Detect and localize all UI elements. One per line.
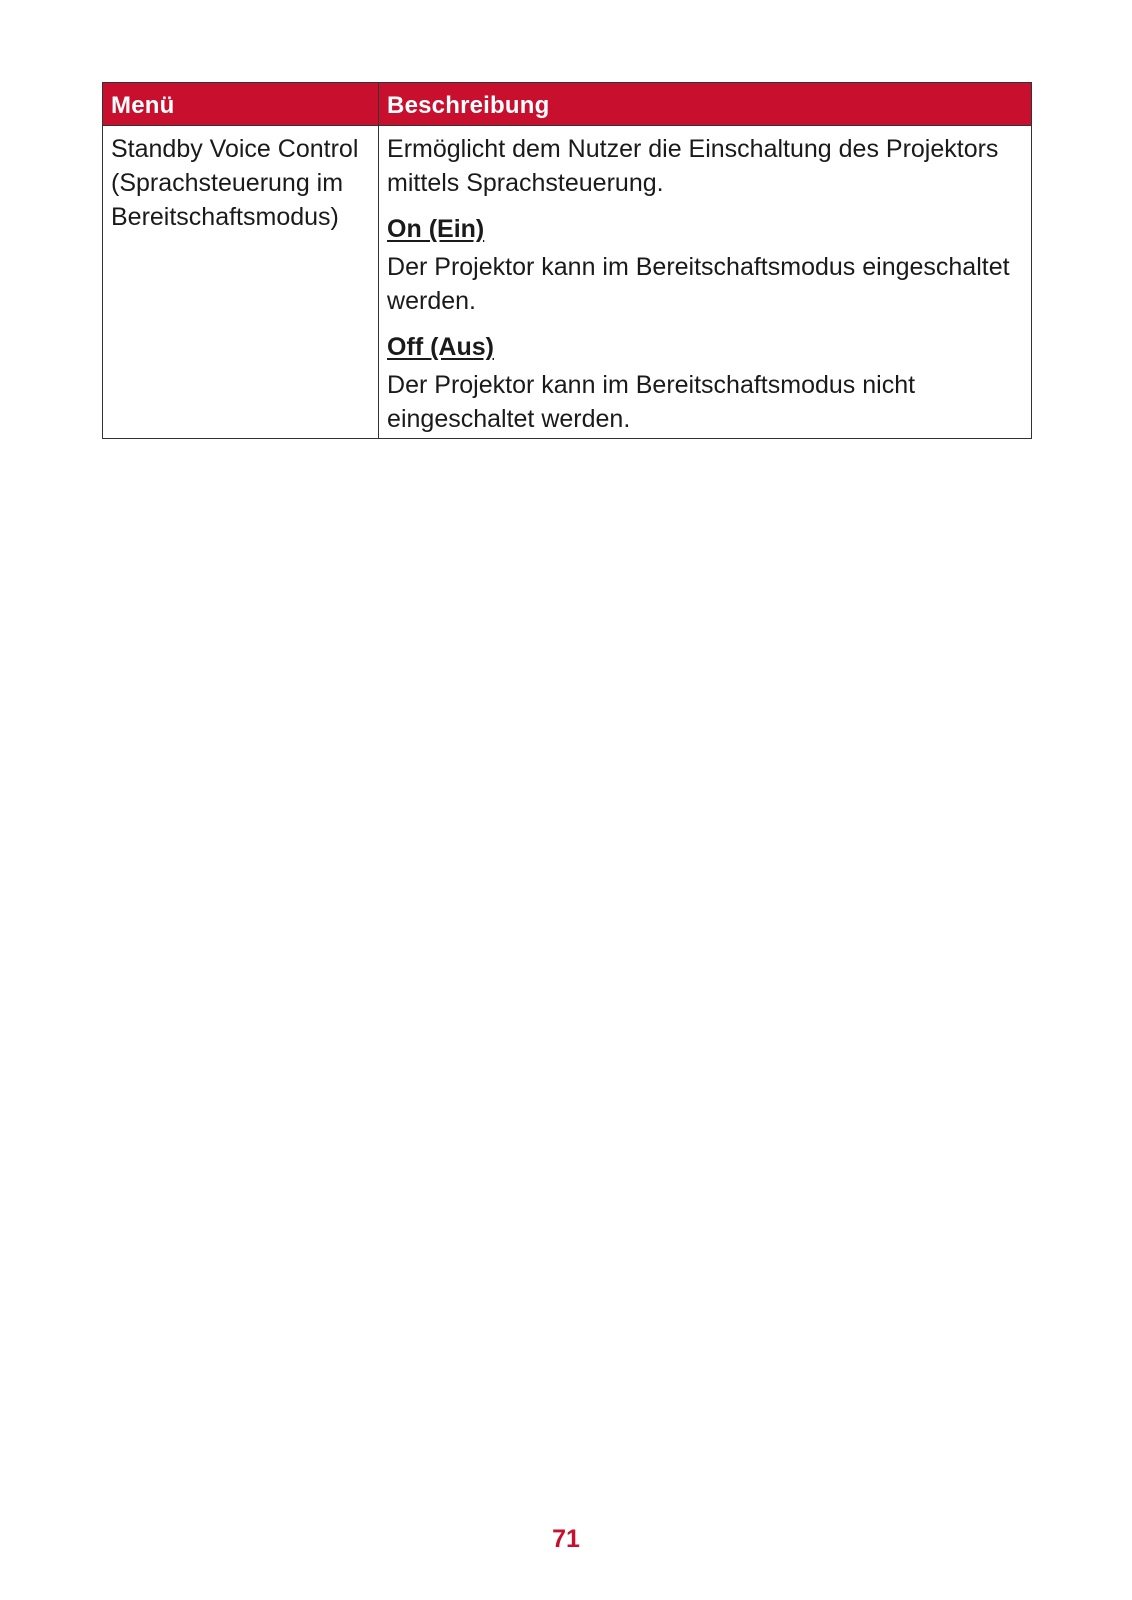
- menu-cell: Standby Voice Control (Sprachsteuerung im Bereitschaftsmodus): [103, 126, 379, 439]
- option-off-heading: Off (Aus): [387, 333, 494, 361]
- table-header-row: [103, 83, 1032, 126]
- menu-description-table: [102, 82, 1032, 439]
- option-off-text: Der Projektor kann im Bereitschaftsmodus nicht eingeschaltet werden.: [387, 371, 916, 433]
- option-on-heading: On (Ein): [387, 215, 485, 243]
- description-column-header: Beschreibung: [379, 83, 1032, 126]
- option-on-text: Der Projektor kann im Bereitschaftsmodus eingeschaltet werden.: [387, 253, 1010, 315]
- table-row: [103, 126, 1032, 439]
- description-text: Ermöglicht dem Nutzer die Einschaltung des Projektors mittels Sprachsteuerung.: [387, 135, 999, 197]
- description-cell: [379, 126, 1032, 439]
- menu-column-header: Menü: [103, 83, 379, 126]
- page-number: 71: [552, 1525, 580, 1553]
